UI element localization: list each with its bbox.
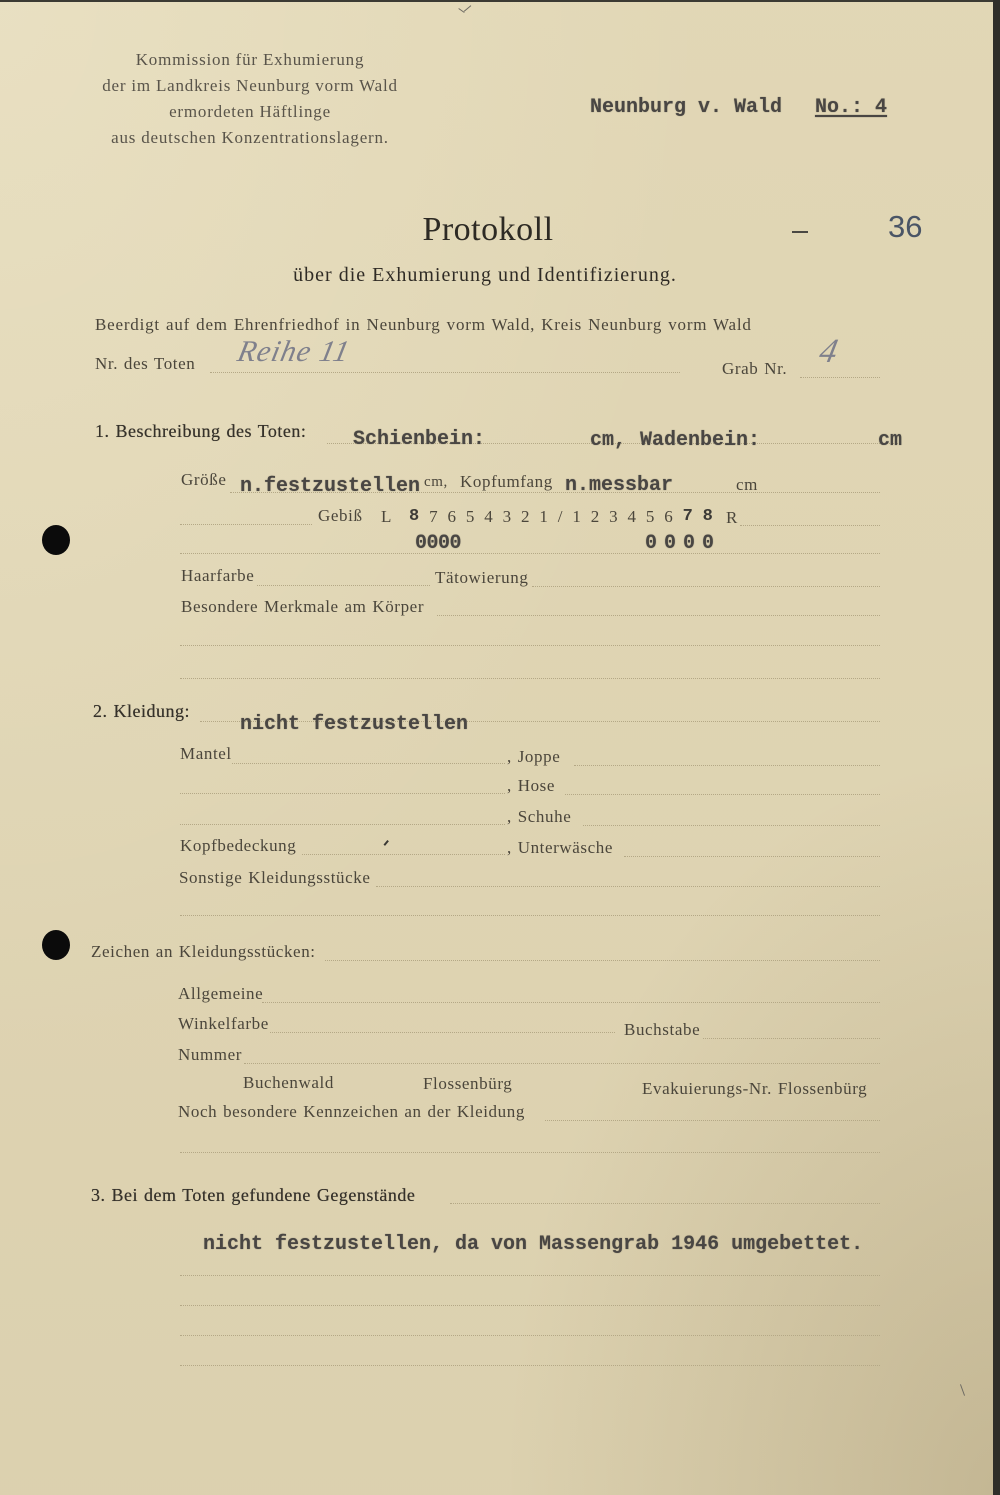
number-label: Nummer bbox=[178, 1045, 243, 1064]
dotted-fill-line bbox=[232, 763, 505, 764]
dotted-fill-line bbox=[583, 825, 880, 826]
pen-tick-mark bbox=[464, 5, 472, 12]
grave-number-handwritten: 4 bbox=[816, 333, 843, 370]
dotted-fill-line bbox=[180, 678, 880, 679]
tibia-unit-typed: cm, bbox=[590, 429, 627, 452]
other-marks-label: Noch besondere Kennzeichen an der Kleidung bbox=[178, 1102, 525, 1121]
head-circumference-label: Kopfumfang bbox=[460, 472, 553, 491]
tooth-number-right: 5 bbox=[645, 507, 655, 526]
tooth-number-left: 6 bbox=[447, 507, 456, 526]
page-subtitle: über die Exhumierung und Identifizierung. bbox=[293, 264, 677, 286]
teeth-left-typed: 0000 bbox=[415, 532, 462, 555]
tooth-number-left: 8 bbox=[409, 507, 420, 526]
dead-number-label: Nr. des Toten bbox=[95, 354, 196, 373]
triangle-color-label: Winkelfarbe bbox=[178, 1014, 269, 1033]
dotted-fill-line bbox=[210, 372, 680, 373]
tooth-number-left: 7 bbox=[429, 507, 438, 526]
dead-number-handwritten: Reihe 11 bbox=[234, 335, 354, 368]
section3-heading: 3. Bei dem Toten gefundene Gegenstände bbox=[91, 1185, 416, 1205]
dotted-fill-line bbox=[565, 794, 880, 795]
dotted-fill-line bbox=[180, 1275, 880, 1276]
dotted-fill-line bbox=[244, 1063, 880, 1064]
commission-header bbox=[50, 47, 450, 151]
shoes-label: , Schuhe bbox=[507, 807, 572, 826]
tooth-number-left: 2 bbox=[520, 507, 530, 526]
dotted-fill-line bbox=[262, 1002, 880, 1003]
scan-edge-right bbox=[993, 0, 1000, 1495]
dotted-fill-line bbox=[302, 854, 505, 855]
clothing-typed: nicht festzustellen bbox=[240, 713, 469, 736]
teeth-right-typed: 0 0 0 0 bbox=[645, 532, 712, 555]
letter-label: Buchstabe bbox=[624, 1020, 701, 1039]
dotted-fill-line bbox=[180, 553, 880, 554]
tibia-typed: Schienbein: bbox=[353, 428, 486, 451]
general-label: Allgemeine bbox=[178, 984, 264, 1003]
dotted-fill-line bbox=[180, 1305, 880, 1306]
section1-heading: 1. Beschreibung des Toten: bbox=[95, 421, 307, 441]
commission-line: aus deutschen Konzentrationslagern. bbox=[111, 128, 389, 147]
stamp-number: 36 bbox=[888, 209, 923, 244]
dotted-fill-line bbox=[257, 585, 430, 586]
grave-number-label: Grab Nr. bbox=[722, 359, 788, 378]
commission-line: Kommission für Exhumierung bbox=[135, 50, 365, 69]
dotted-fill-line bbox=[800, 377, 880, 378]
tooth-number-right: 2 bbox=[590, 507, 600, 526]
markings-heading: Zeichen an Kleidungsstücken: bbox=[91, 942, 316, 961]
tooth-number-right: 6 bbox=[664, 507, 673, 526]
head-circumference-typed: n.messbar bbox=[565, 474, 674, 497]
pen-stroke-mark bbox=[383, 840, 388, 846]
hair-color-label: Haarfarbe bbox=[181, 566, 255, 585]
fibula-unit-typed: cm bbox=[878, 429, 903, 452]
items-found-typed: nicht festzustellen, da von Massengrab 1946 umgebettet. bbox=[203, 1233, 864, 1256]
fibula-typed: Wadenbein: bbox=[640, 429, 761, 452]
coat-label: Mantel bbox=[180, 744, 232, 763]
burial-line: Beerdigt auf dem Ehrenfriedhof in Neunburg vorm Wald, Kreis Neunburg vorm Wald bbox=[95, 315, 752, 334]
teeth-chart bbox=[409, 507, 713, 527]
tooth-number-left: 5 bbox=[465, 507, 475, 526]
teeth-left-marker: L bbox=[381, 507, 392, 526]
tattoo-label: Tätowierung bbox=[435, 568, 529, 587]
dotted-fill-line bbox=[574, 765, 880, 766]
body-marks-label: Besondere Merkmale am Körper bbox=[181, 597, 425, 616]
dotted-fill-line bbox=[545, 1120, 880, 1121]
punch-hole bbox=[42, 525, 70, 555]
typed-place: Neunburg v. Wald bbox=[590, 96, 783, 119]
height-unit: cm, bbox=[424, 474, 448, 490]
trousers-label: , Hose bbox=[507, 776, 556, 795]
tooth-number-right: 7 bbox=[682, 507, 693, 526]
pen-stroke-mark bbox=[960, 1384, 965, 1396]
dotted-fill-line bbox=[740, 525, 880, 526]
jacket-label: , Joppe bbox=[507, 747, 561, 766]
height-typed: n.festzustellen bbox=[240, 475, 421, 498]
tooth-number-right: 4 bbox=[627, 507, 636, 526]
tooth-number-right: 8 bbox=[702, 507, 713, 526]
dotted-fill-line bbox=[180, 1152, 880, 1153]
commission-line: ermordeten Häftlinge bbox=[169, 102, 331, 121]
buchenwald-label: Buchenwald bbox=[243, 1073, 334, 1092]
dotted-fill-line bbox=[624, 856, 880, 857]
underwear-label: , Unterwäsche bbox=[507, 838, 614, 857]
tooth-number-right: 1 bbox=[572, 507, 581, 526]
dotted-fill-line bbox=[180, 524, 312, 525]
tooth-number-left: 4 bbox=[484, 507, 493, 526]
headgear-label: Kopfbedeckung bbox=[180, 836, 297, 855]
dash-mark bbox=[792, 231, 808, 233]
punch-hole bbox=[42, 930, 70, 960]
height-label: Größe bbox=[181, 470, 227, 489]
dotted-fill-line bbox=[703, 1038, 880, 1039]
scan-edge-top bbox=[0, 0, 1000, 2]
page-title: Protokoll bbox=[422, 211, 554, 248]
head-circumference-unit: cm bbox=[736, 475, 758, 494]
dotted-fill-line bbox=[180, 793, 505, 794]
dotted-fill-line bbox=[270, 1032, 615, 1033]
dotted-fill-line bbox=[450, 1203, 880, 1204]
tooth-number-left: 1 bbox=[539, 507, 548, 526]
teeth-right-marker: R bbox=[726, 508, 738, 527]
dotted-fill-line bbox=[532, 586, 880, 587]
dotted-fill-line bbox=[180, 1365, 880, 1366]
dotted-fill-line bbox=[180, 1335, 880, 1336]
evacuation-number-label: Evakuierungs-Nr. Flossenbürg bbox=[642, 1079, 868, 1098]
dotted-fill-line bbox=[180, 824, 505, 825]
typed-number: No.: 4 bbox=[815, 96, 888, 119]
dotted-fill-line bbox=[376, 886, 880, 887]
flossenbuerg-label: Flossenbürg bbox=[423, 1074, 513, 1093]
teeth-label: Gebiß bbox=[318, 506, 363, 525]
dotted-fill-line bbox=[325, 960, 880, 961]
dotted-fill-line bbox=[180, 645, 880, 646]
dotted-fill-line bbox=[180, 915, 880, 916]
section2-heading: 2. Kleidung: bbox=[93, 701, 190, 721]
dotted-fill-line bbox=[437, 615, 880, 616]
tooth-number-right: 3 bbox=[609, 507, 618, 526]
teeth-separator: / bbox=[557, 507, 563, 526]
commission-line: der im Landkreis Neunburg vorm Wald bbox=[102, 76, 398, 95]
other-clothing-label: Sonstige Kleidungsstücke bbox=[179, 868, 371, 887]
tooth-number-left: 3 bbox=[502, 507, 512, 526]
